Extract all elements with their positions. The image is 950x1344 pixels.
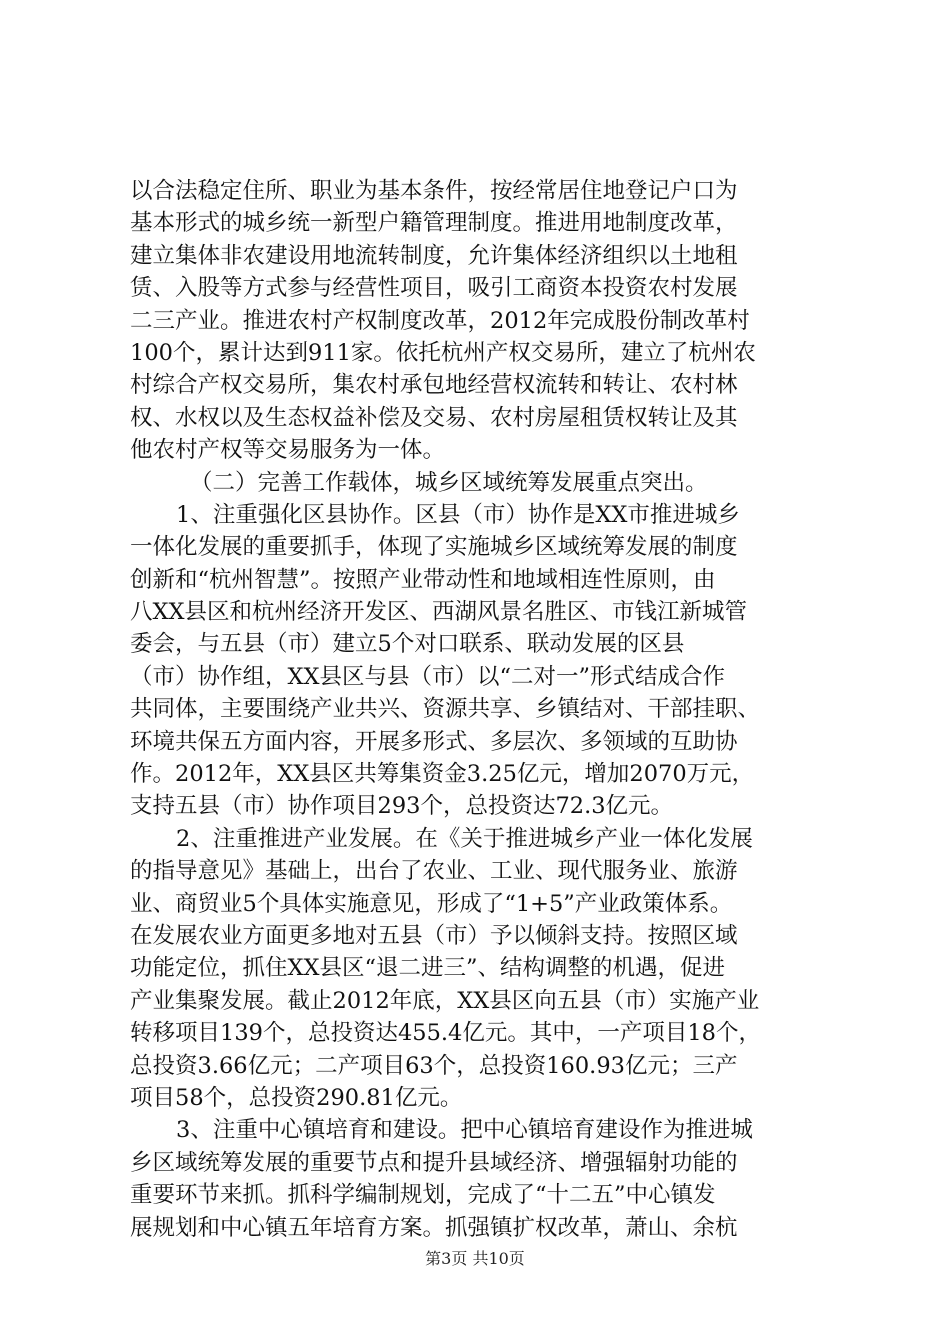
- text-line: 在发展农业方面更多地对五县（市）予以倾斜支持。按照区域: [130, 922, 738, 949]
- text-line: 建立集体非农建设用地流转制度，允许集体经济组织以土地租: [130, 242, 738, 269]
- text-line: 100个，累计达到911家。依托杭州产权交易所，建立了杭州农: [130, 339, 756, 366]
- text-line: 作。2012年，XX县区共筹集资金3.25亿元，增加2070万元，: [130, 761, 755, 788]
- text-line: 基本形式的城乡统一新型户籍管理制度。推进用地制度改革，: [130, 210, 738, 237]
- text-line: 的指导意见》基础上，出台了农业、工业、现代服务业、旅游: [130, 858, 738, 885]
- text-line: 总投资3.66亿元；二产项目63个，总投资160.93亿元；三产: [130, 1052, 738, 1079]
- text-line: 项目58个，总投资290.81亿元。: [130, 1084, 463, 1111]
- text-line: 赁、入股等方式参与经营性项目，吸引工商资本投资农村发展: [130, 275, 738, 302]
- section-heading: （二）完善工作载体，城乡区域统筹发展重点突出。: [190, 469, 708, 496]
- text-line: 权、水权以及生态权益补偿及交易、农村房屋租赁权转让及其: [130, 404, 738, 431]
- text-line: 环境共保五方面内容，开展多形式、多层次、多领域的互助协: [130, 728, 738, 755]
- document-body: [130, 175, 835, 1244]
- text-line: 村综合产权交易所，集农村承包地经营权流转和转让、农村林: [130, 372, 738, 399]
- text-line: 以合法稳定住所、职业为基本条件，按经常居住地登记户口为: [130, 178, 738, 204]
- text-line: 支持五县（市）协作项目293个，总投资达72.3亿元。: [130, 793, 674, 820]
- body-text: [130, 175, 835, 1244]
- text-line: 重要环节来抓。抓科学编制规划，完成了“十二五”中心镇发: [130, 1182, 716, 1209]
- text-line: 乡区域统筹发展的重要节点和提升县域经济、增强辐射功能的: [130, 1149, 738, 1176]
- page-number-footer: 第3页 共10页: [425, 1249, 525, 1268]
- text-line: 委会，与五县（市）建立5个对口联系、联动发展的区县: [130, 631, 685, 658]
- text-line: 二三产业。推进农村产权制度改革，2012年完成股份制改革村: [130, 307, 750, 334]
- text-line: 一体化发展的重要抓手，体现了实施城乡区域统筹发展的制度: [130, 534, 738, 561]
- text-line: 展规划和中心镇五年培育方案。抓强镇扩权改革，萧山、余杭: [130, 1214, 738, 1241]
- text-line: 八XX县区和杭州经济开发区、西湖风景名胜区、市钱江新城管: [130, 599, 748, 626]
- text-line: 产业集聚发展。截止2012年底，XX县区向五县（市）实施产业: [130, 987, 760, 1014]
- text-line: 3、注重中心镇培育和建设。把中心镇培育建设作为推进城: [176, 1117, 753, 1144]
- text-line: 他农村产权等交易服务为一体。: [130, 437, 446, 464]
- text-line: 创新和“杭州智慧”。按照产业带动性和地域相连性原则，由: [130, 566, 716, 593]
- text-line: 2、注重推进产业发展。在《关于推进城乡产业一体化发展: [176, 825, 753, 852]
- text-line: 功能定位，抓住XX县区“退二进三”、结构调整的机遇，促进: [130, 955, 726, 982]
- text-line: 业、商贸业5个具体实施意见，形成了“1+5”产业政策体系。: [130, 890, 733, 917]
- text-line: 1、注重强化区县协作。区县（市）协作是XX市推进城乡: [176, 501, 740, 528]
- text-line: 转移项目139个，总投资达455.4亿元。其中，一产项目18个，: [130, 1020, 761, 1047]
- text-line: 共同体，主要围绕产业共兴、资源共享、乡镇结对、干部挂职、: [130, 696, 761, 723]
- text-line: （市）协作组，XX县区与县（市）以“二对一”形式结成合作: [130, 663, 726, 690]
